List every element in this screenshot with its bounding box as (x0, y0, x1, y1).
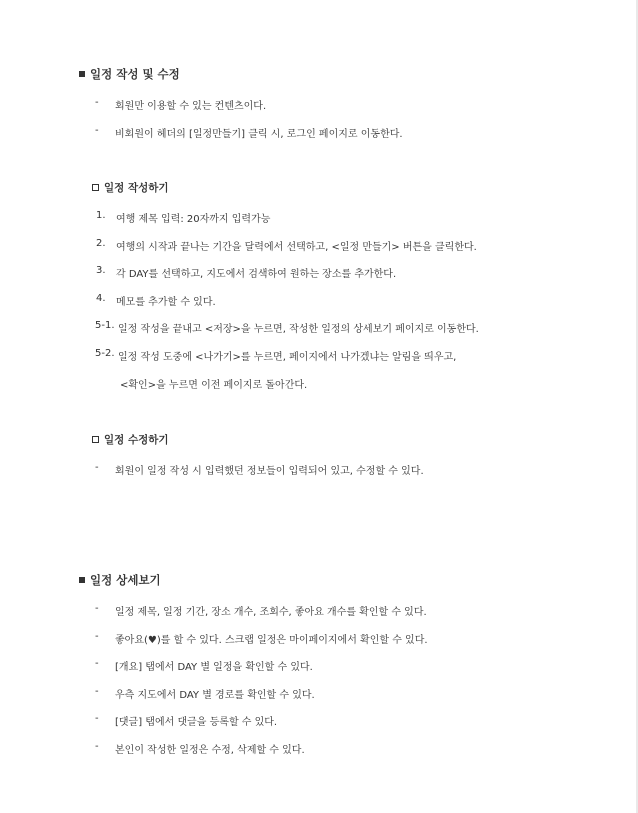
list-item (95, 741, 305, 756)
step-text: 여행의 시작과 끝나는 기간을 달력에서 선택하고, <일정 만들기> 버튼을 클릭한다. (116, 242, 477, 253)
section-title: 일정 상세보기 (90, 573, 161, 587)
dash-marker: - (95, 686, 99, 697)
list-item-text: [개요] 탭에서 DAY 별 일정을 확인할 수 있다. (115, 662, 313, 673)
list-item (95, 97, 266, 112)
square-bullet-icon (79, 577, 85, 583)
step-number: 5-1. (95, 320, 115, 331)
subsection-title: 일정 작성하기 (104, 182, 169, 194)
section-title: 일정 작성 및 수정 (90, 67, 180, 81)
list-item-text: 본인이 작성한 일정은 수정, 삭제할 수 있다. (115, 745, 305, 756)
subsection-title: 일정 수정하기 (104, 434, 169, 446)
step-text: 일정 작성 도중에 <나가기>를 누르면, 페이지에서 나가겠냐는 알림을 띄우고, (118, 352, 457, 363)
numbered-step (95, 348, 456, 363)
hollow-square-icon (92, 436, 99, 443)
list-item-text: 회원이 일정 작성 시 입력했던 정보들이 입력되어 있고, 수정할 수 있다. (115, 466, 424, 477)
numbered-step (96, 293, 216, 308)
dash-marker: - (95, 741, 99, 752)
numbered-step (96, 210, 270, 225)
list-item-text: 회원만 이용할 수 있는 컨텐츠이다. (115, 101, 267, 112)
list-item (95, 631, 428, 646)
numbered-step (96, 238, 477, 253)
subsection-heading-create (92, 180, 169, 195)
step-number: 1. (96, 210, 106, 221)
list-item-text: [댓글] 탭에서 댓글을 등록할 수 있다. (115, 717, 278, 728)
dash-marker: - (95, 658, 99, 669)
step-number: 5-2. (95, 348, 115, 359)
step-text: 여행 제목 입력: 20자까지 입력가능 (116, 214, 271, 225)
step-number: 4. (96, 293, 106, 304)
list-item (95, 462, 424, 477)
list-item (95, 603, 427, 618)
dash-marker: - (95, 97, 99, 108)
list-item (95, 713, 277, 728)
section-heading-detail (79, 572, 161, 588)
list-item (95, 658, 313, 673)
list-item-text: 일정 제목, 일정 기간, 장소 개수, 조회수, 좋아요 개수를 확인할 수 있다. (115, 607, 427, 618)
numbered-step (95, 320, 479, 335)
step-number: 3. (96, 265, 106, 276)
hollow-square-icon (92, 184, 99, 191)
list-item-text: 좋아요(♥)를 할 수 있다. 스크랩 일정은 마이페이지에서 확인할 수 있다. (115, 635, 428, 646)
dash-marker: - (95, 631, 99, 642)
step-text: 각 DAY를 선택하고, 지도에서 검색하여 원하는 장소를 추가한다. (116, 269, 397, 280)
dash-marker: - (95, 125, 99, 136)
step-number: 2. (96, 238, 106, 249)
list-item (95, 125, 403, 140)
numbered-step (96, 265, 396, 280)
list-item-text: 우측 지도에서 DAY 별 경로를 확인할 수 있다. (115, 690, 315, 701)
dash-marker: - (95, 603, 99, 614)
step-text: 메모를 추가할 수 있다. (116, 297, 216, 308)
square-bullet-icon (79, 71, 85, 77)
section-heading-edit (79, 66, 180, 82)
dash-marker: - (95, 462, 99, 473)
list-item-text: 비회원이 헤더의 [일정만들기] 클릭 시, 로그인 페이지로 이동한다. (115, 129, 403, 140)
list-item (95, 686, 315, 701)
step-continuation: <확인>을 누르면 이전 페이지로 돌아간다. (120, 380, 308, 391)
step-text: 일정 작성을 끝내고 <저장>을 누르면, 작성한 일정의 상세보기 페이지로 이동한다. (118, 324, 479, 335)
subsection-heading-modify (92, 432, 169, 447)
dash-marker: - (95, 713, 99, 724)
